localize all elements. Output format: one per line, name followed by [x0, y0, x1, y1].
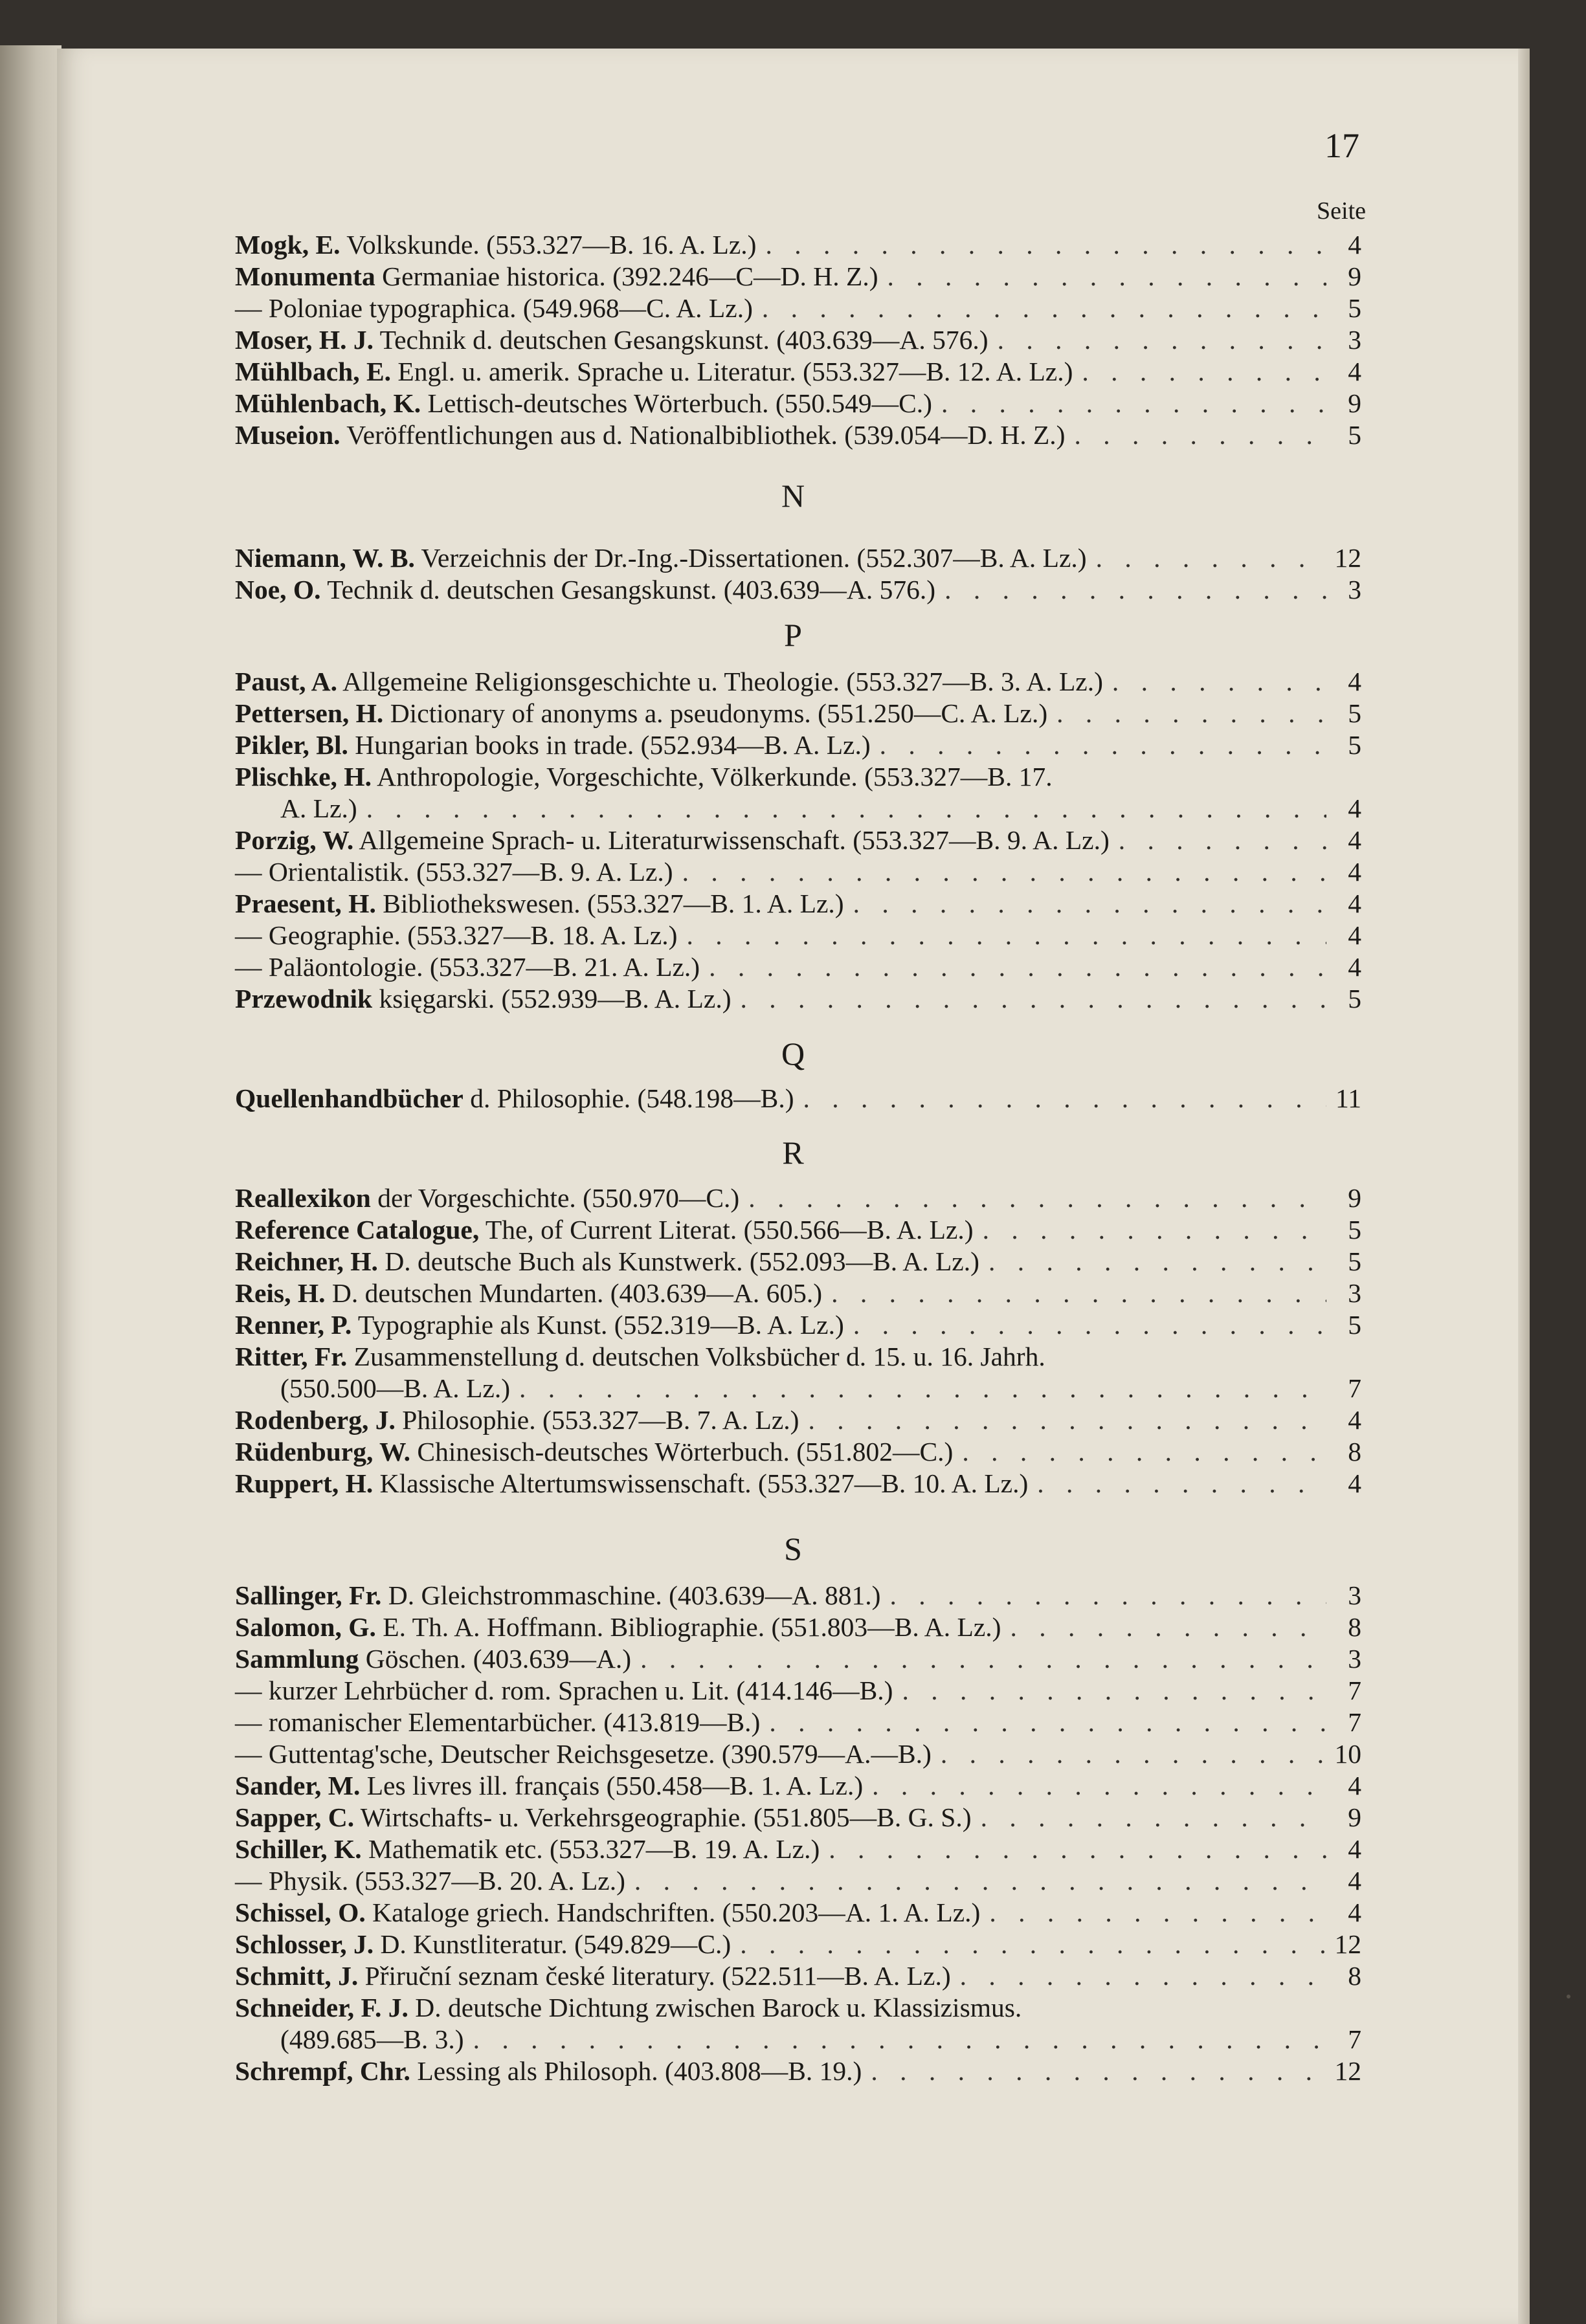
index-entry: Noe, O. Technik d. deutschen Gesangskunst. (403.639—A. 576.) . . . 3 — [235, 573, 1361, 606]
page-column-label: Seite — [1317, 197, 1366, 225]
index-entry: Sapper, C. Wirtschafts- u. Verkehrsgeographie. (551.805—B. G. S.) . . . 9 — [235, 1801, 1361, 1833]
index-entry-continuation: (489.685—B. 3.) . . . 7 — [280, 2023, 1361, 2055]
right-page-edge — [1518, 49, 1530, 2324]
index-entry: Ritter, Fr. Zusammenstellung d. deutschen Volksbücher d. 15. u. 16. Jahrh. — [235, 1342, 1045, 1371]
index-entry: Sammlung Göschen. (403.639—A.) . . . 3 — [235, 1643, 1361, 1675]
index-entry: — Physik. (553.327—B. 20. A. Lz.) . . . 4 — [235, 1865, 1361, 1897]
index-entry: Schissel, O. Kataloge griech. Handschriften. (550.203—A. 1. A. Lz.) . . . 4 — [235, 1896, 1361, 1929]
index-entry: Pettersen, H. Dictionary of anonyms a. pseudonyms. (551.250—C. A. Lz.) . . . 5 — [235, 697, 1361, 729]
index-entry: Plischke, H. Anthropologie, Vorgeschichte, Völkerkunde. (553.327—B. 17. — [235, 762, 1053, 791]
index-entry: — Geographie. (553.327—B. 18. A. Lz.) . . . 4 — [235, 919, 1361, 951]
section-heading-r: R — [782, 1134, 804, 1171]
index-entry: Pikler, Bl. Hungarian books in trade. (552.934—B. A. Lz.) . . . 5 — [235, 729, 1361, 761]
index-entry: Przewodnik księgarski. (552.939—B. A. Lz.) . . . 5 — [235, 982, 1361, 1015]
index-entry: Museion. Veröffentlichungen aus d. Nationalbibliothek. (539.054—D. H. Z.) . . . 5 — [235, 419, 1361, 451]
index-entry: — Guttentag'sche, Deutscher Reichsgesetze. (390.579—A.—B.) . . . 10 — [235, 1738, 1361, 1770]
index-entry: Reichner, H. D. deutsche Buch als Kunstwerk. (552.093—B. A. Lz.) . . . 5 — [235, 1245, 1361, 1278]
index-entry: Reallexikon der Vorgeschichte. (550.970—C.) . . . 9 — [235, 1182, 1361, 1214]
index-entry: — kurzer Lehrbücher d. rom. Sprachen u. Lit. (414.146—B.) . . . 7 — [235, 1674, 1361, 1707]
page-number: 17 — [1324, 126, 1359, 165]
index-entry: Monumenta Germaniae historica. (392.246—C—D. H. Z.) . . . 9 — [235, 260, 1361, 293]
index-entry: Schrempf, Chr. Lessing als Philosoph. (403.808—B. 19.) . . . 12 — [235, 2055, 1361, 2087]
index-entry: Schmitt, J. Přiruční seznam české literatury. (522.511—B. A. Lz.) . . . 8 — [235, 1960, 1361, 1992]
index-entry: Reis, H. D. deutschen Mundarten. (403.639—A. 605.) . . . 3 — [235, 1277, 1361, 1309]
index-entry: Moser, H. J. Technik d. deutschen Gesangskunst. (403.639—A. 576.) . . . 3 — [235, 324, 1361, 356]
index-entry: Mogk, E. Volkskunde. (553.327—B. 16. A. Lz.) . . . 4 — [235, 228, 1361, 261]
left-page-edge — [0, 45, 61, 2324]
index-entry: Schneider, F. J. D. deutsche Dichtung zwischen Barock u. Klassizismus. — [235, 1993, 1022, 2022]
paper-speck — [1567, 1995, 1570, 1998]
section-heading-n: N — [781, 478, 805, 514]
index-entry: Rüdenburg, W. Chinesisch-deutsches Wörterbuch. (551.802—C.) . . . 8 — [235, 1435, 1361, 1468]
section-heading-q: Q — [781, 1035, 805, 1072]
index-entry-continuation: A. Lz.) . . . 4 — [280, 792, 1361, 824]
index-entry: Sander, M. Les livres ill. français (550.458—B. 1. A. Lz.) . . . 4 — [235, 1769, 1361, 1802]
index-entry: Renner, P. Typographie als Kunst. (552.319—B. A. Lz.) . . . 5 — [235, 1309, 1361, 1341]
index-entry: — Paläontologie. (553.327—B. 21. A. Lz.) . . . 4 — [235, 951, 1361, 983]
index-entry: Sallinger, Fr. D. Gleichstrommaschine. (403.639—A. 881.) . . . 3 — [235, 1579, 1361, 1611]
index-entry: Schiller, K. Mathematik etc. (553.327—B. 19. A. Lz.) . . . 4 — [235, 1833, 1361, 1865]
index-entry: Quellenhandbücher d. Philosophie. (548.198—B.) . . . 11 — [235, 1082, 1361, 1114]
index-entry: Praesent, H. Bibliothekswesen. (553.327—B. 1. A. Lz.) . . . 4 — [235, 887, 1361, 920]
index-entry: Schlosser, J. D. Kunstliteratur. (549.829—C.) . . . 12 — [235, 1928, 1361, 1960]
index-entry: Rodenberg, J. Philosophie. (553.327—B. 7. A. Lz.) . . . 4 — [235, 1404, 1361, 1436]
section-heading-p: P — [784, 617, 802, 653]
index-entry: Niemann, W. B. Verzeichnis der Dr.-Ing.-Dissertationen. (552.307—B. A. Lz.) . . . 12 — [235, 542, 1361, 574]
section-heading-s: S — [784, 1531, 802, 1567]
index-entry: Reference Catalogue, The, of Current Literat. (550.566—B. A. Lz.) . . . 5 — [235, 1213, 1361, 1246]
index-entry: Paust, A. Allgemeine Religionsgeschichte u. Theologie. (553.327—B. 3. A. Lz.) . . . 4 — [235, 665, 1361, 698]
index-entry: — Poloniae typographica. (549.968—C. A. Lz.) . . . 5 — [235, 292, 1361, 324]
index-entry: Salomon, G. E. Th. A. Hoffmann. Bibliographie. (551.803—B. A. Lz.) . . . 8 — [235, 1611, 1361, 1643]
index-entry-continuation: (550.500—B. A. Lz.) . . . 7 — [280, 1372, 1361, 1404]
index-entry: — romanischer Elementarbücher. (413.819—B.) . . . 7 — [235, 1706, 1361, 1738]
index-entry: Mühlenbach, K. Lettisch-deutsches Wörterbuch. (550.549—C.) . . . 9 — [235, 387, 1361, 419]
index-entry: — Orientalistik. (553.327—B. 9. A. Lz.) . . . 4 — [235, 856, 1361, 888]
index-entry: Porzig, W. Allgemeine Sprach- u. Literaturwissenschaft. (553.327—B. 9. A. Lz.) . . . 4 — [235, 824, 1361, 856]
index-entry: Mühlbach, E. Engl. u. amerik. Sprache u. Literatur. (553.327—B. 12. A. Lz.) . . . 4 — [235, 355, 1361, 388]
index-entry: Ruppert, H. Klassische Altertumswissenschaft. (553.327—B. 10. A. Lz.) . . . 4 — [235, 1467, 1361, 1500]
